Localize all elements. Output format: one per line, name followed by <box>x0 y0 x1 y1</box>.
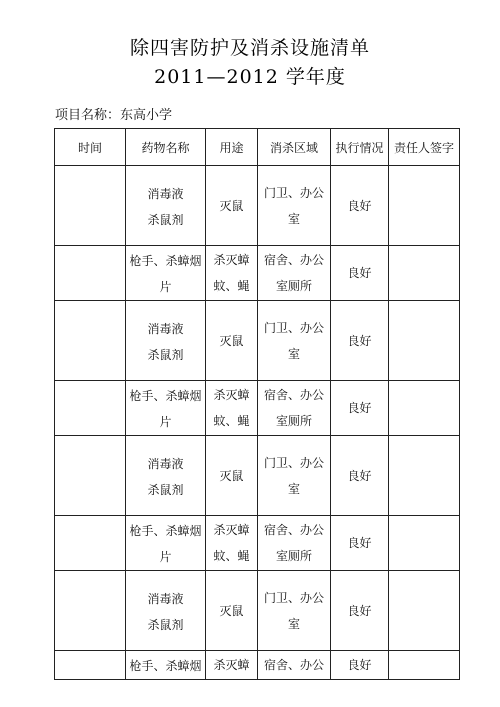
cell-area: 宿舍、办公 室厕所 <box>258 381 331 436</box>
cell-time <box>55 381 126 436</box>
header-time: 时间 <box>55 129 126 166</box>
table-row <box>55 301 460 381</box>
cell-agent-name: 消毒液 杀鼠剂 <box>126 571 206 651</box>
cell-purpose: 灭鼠 <box>206 166 258 246</box>
table-row <box>55 516 460 571</box>
table-row <box>55 381 460 436</box>
pest-control-checklist-table <box>54 128 460 680</box>
cell-time <box>55 301 126 381</box>
cell-agent-name: 消毒液 杀鼠剂 <box>126 301 206 381</box>
cell-status: 良好 <box>331 436 389 516</box>
cell-time <box>55 436 126 516</box>
cell-area: 宿舍、办公 <box>258 651 331 680</box>
cell-purpose: 杀灭蟑 蚊、蝇 <box>206 246 258 301</box>
cell-status: 良好 <box>331 516 389 571</box>
header-execution-status: 执行情况 <box>331 129 389 166</box>
cell-area: 宿舍、办公 室厕所 <box>258 516 331 571</box>
cell-signature <box>389 246 460 301</box>
document-title: 除四害防护及消杀设施清单 <box>129 37 370 59</box>
cell-time <box>55 571 126 651</box>
cell-agent-name: 枪手、杀蟑烟 片 <box>126 381 206 436</box>
table-row <box>55 166 460 246</box>
cell-signature <box>389 166 460 246</box>
table-row <box>55 436 460 516</box>
cell-agent-name: 枪手、杀蟑烟 片 <box>126 246 206 301</box>
header-agent-name: 药物名称 <box>126 129 206 166</box>
cell-purpose: 杀灭蟑 <box>206 651 258 680</box>
cell-time <box>55 166 126 246</box>
cell-area: 门卫、办公 室 <box>258 571 331 651</box>
cell-area: 门卫、办公 室 <box>258 436 331 516</box>
cell-agent-name: 枪手、杀蟑烟 <box>126 651 206 680</box>
cell-status: 良好 <box>331 381 389 436</box>
cell-status: 良好 <box>331 571 389 651</box>
cell-signature <box>389 301 460 381</box>
cell-purpose: 灭鼠 <box>206 571 258 651</box>
cell-signature <box>389 436 460 516</box>
header-purpose: 用途 <box>206 129 258 166</box>
cell-purpose: 杀灭蟑 蚊、蝇 <box>206 516 258 571</box>
cell-signature <box>389 381 460 436</box>
header-disinfection-area: 消杀区域 <box>258 129 331 166</box>
cell-agent-name: 消毒液 杀鼠剂 <box>126 166 206 246</box>
project-name-line: 项目名称：东高小学 <box>55 108 173 123</box>
cell-agent-name: 枪手、杀蟑烟 片 <box>126 516 206 571</box>
cell-purpose: 杀灭蟑 蚊、蝇 <box>206 381 258 436</box>
cell-time <box>55 516 126 571</box>
header-responsible-signature: 责任人签字 <box>389 129 460 166</box>
cell-status: 良好 <box>331 301 389 381</box>
table-row <box>55 651 460 680</box>
cell-area: 宿舍、办公 室厕所 <box>258 246 331 301</box>
cell-signature <box>389 651 460 680</box>
cell-time <box>55 246 126 301</box>
cell-area: 门卫、办公 室 <box>258 166 331 246</box>
cell-agent-name: 消毒液 杀鼠剂 <box>126 436 206 516</box>
table-row <box>55 571 460 651</box>
cell-status: 良好 <box>331 651 389 680</box>
table-header-row <box>55 129 460 166</box>
cell-status: 良好 <box>331 166 389 246</box>
cell-signature <box>389 516 460 571</box>
cell-area: 门卫、办公 室 <box>258 301 331 381</box>
document-subtitle-school-year: 2011—2012 学年度 <box>154 66 346 88</box>
cell-status: 良好 <box>331 246 389 301</box>
cell-time <box>55 651 126 680</box>
cell-signature <box>389 571 460 651</box>
cell-purpose: 灭鼠 <box>206 301 258 381</box>
cell-purpose: 灭鼠 <box>206 436 258 516</box>
table-row <box>55 246 460 301</box>
